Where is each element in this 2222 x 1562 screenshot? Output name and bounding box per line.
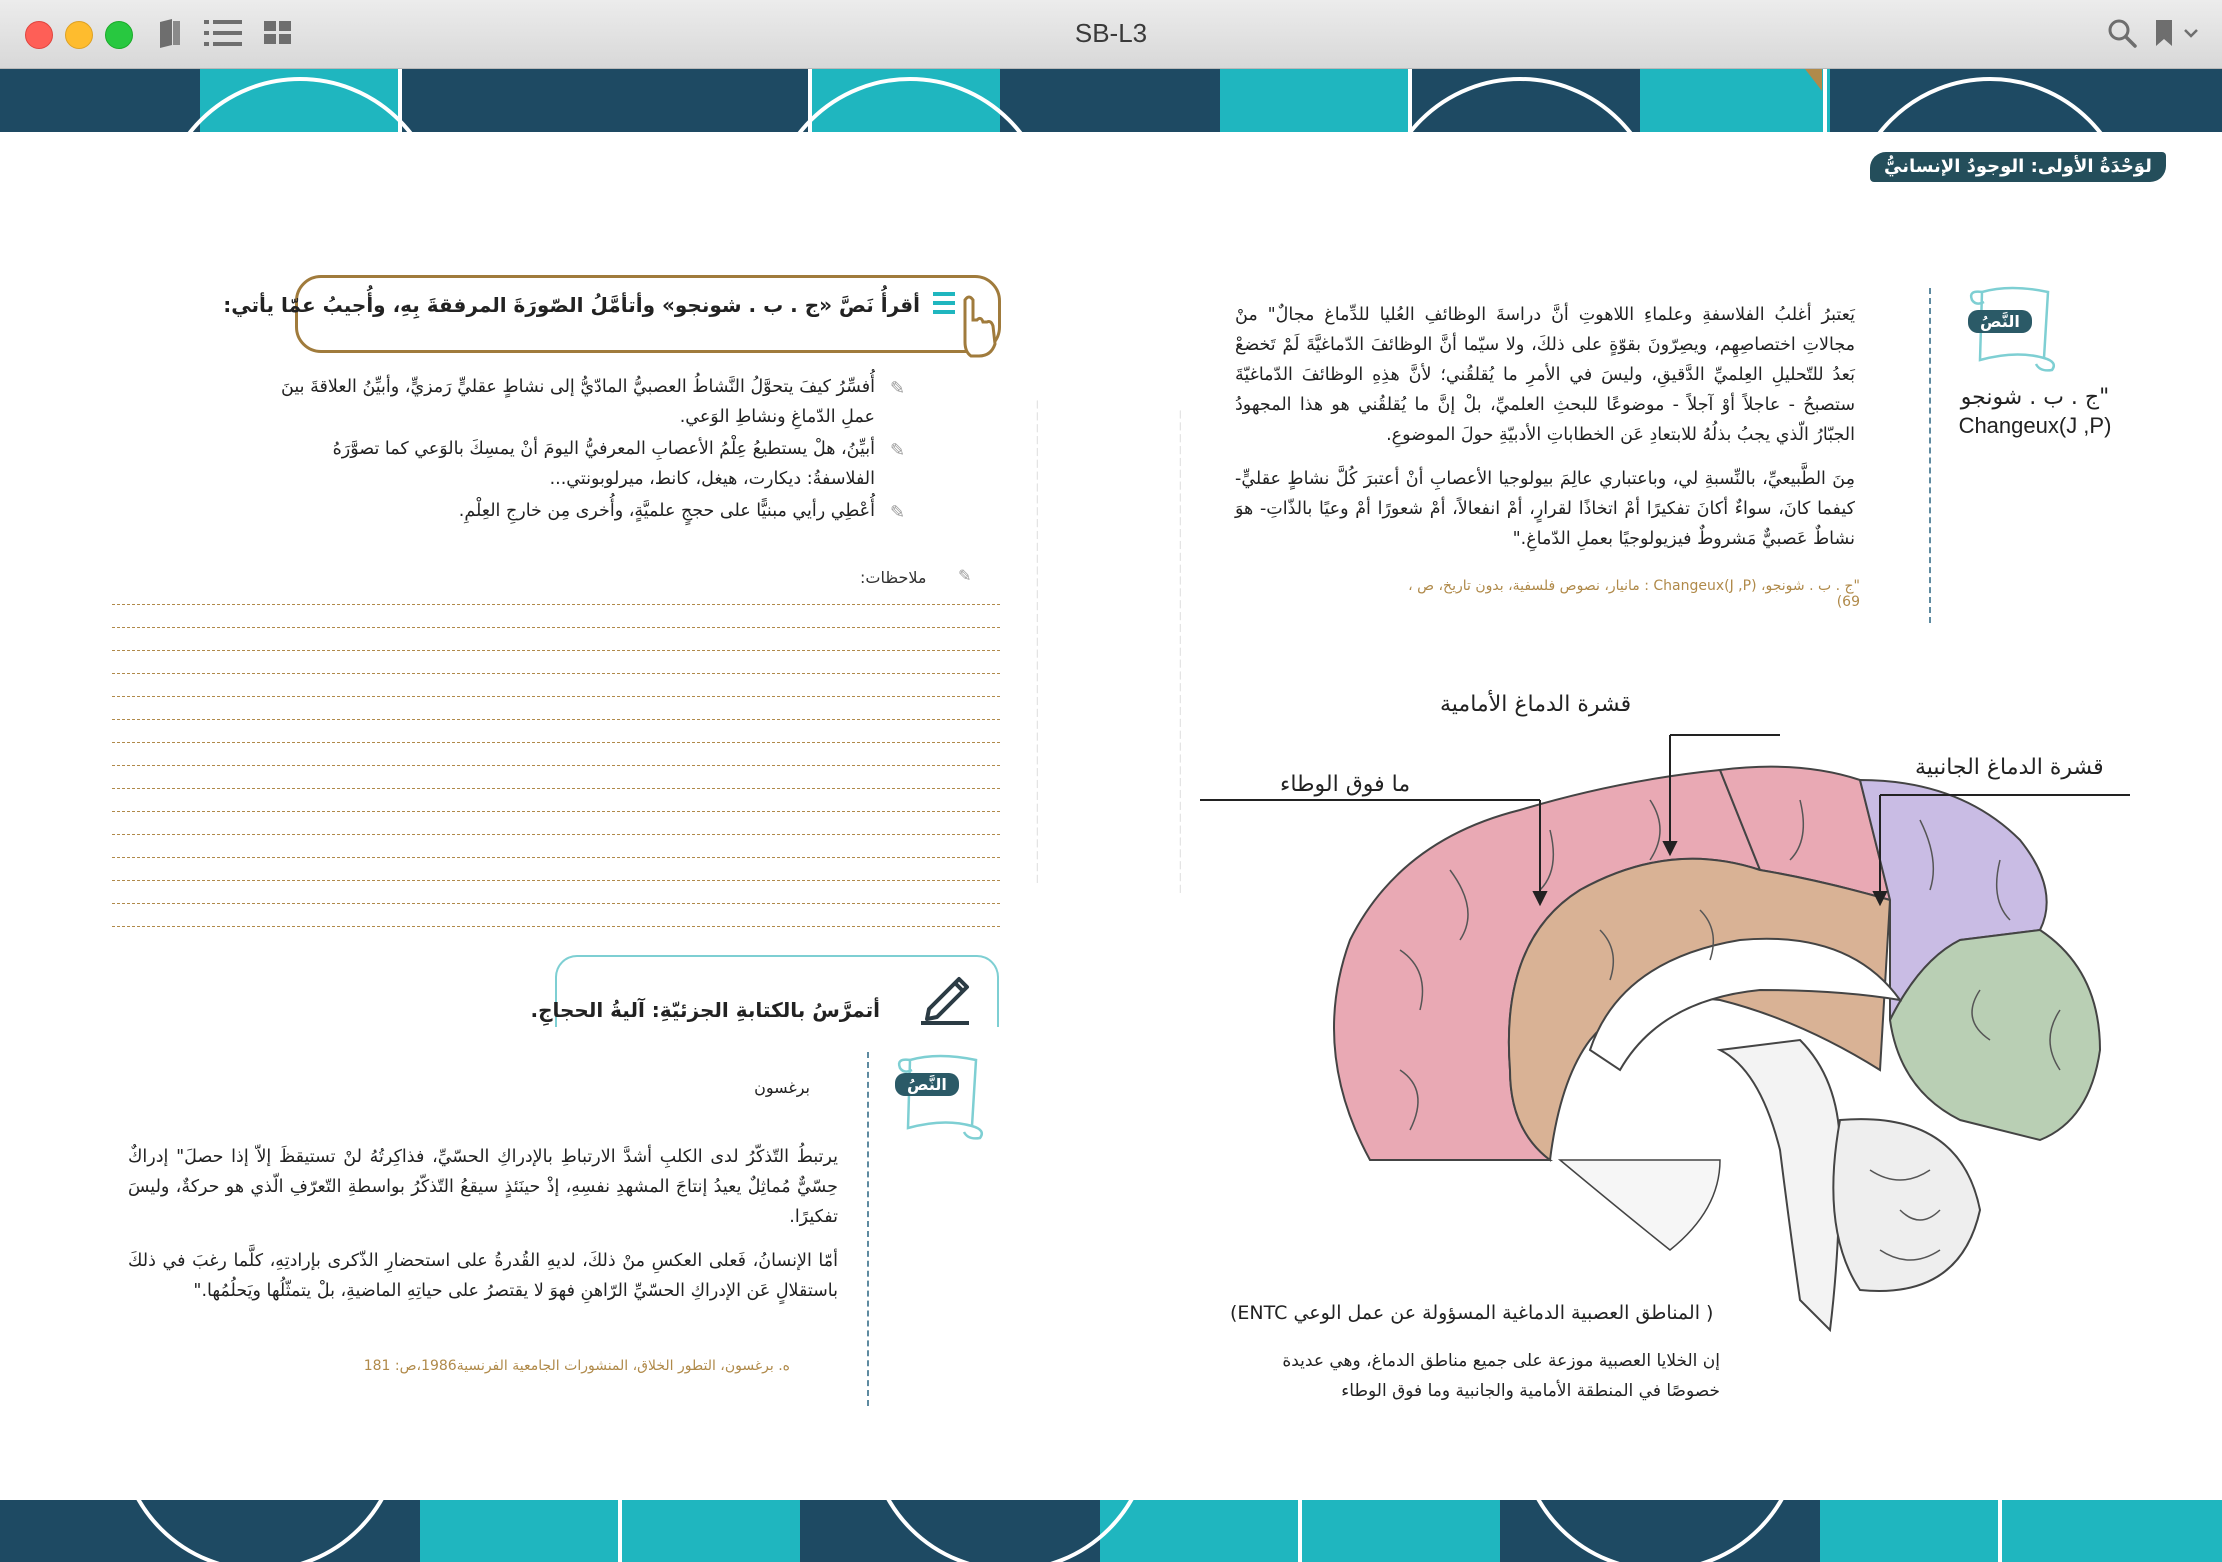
text-divider [867,1052,869,1406]
note-line [112,811,1000,812]
label-thalamus: ما فوق الوطاء [1280,772,1411,797]
note-line [112,857,1000,858]
footer-decorative-band [0,1500,2222,1562]
label-frontal-cortex: قشرة الدماغ الأمامية [1440,692,1632,717]
bookmark-icon[interactable] [2153,16,2175,50]
pen-icon [915,965,975,1025]
label-lateral-cortex: قشرة الدماغ الجانبية [1915,755,2104,780]
changeux-quote [1235,300,1855,568]
pencil-icon: ✎ [890,378,906,399]
question-2: أبيِّنُ، هلْ يستطيعُ عِلْمُ الأعصابِ المعرفيُّ اليومَ أنْ يمسِكَ بالوَعي كما تصوَّرَهُ الفلاسفةُ: ديكارت، هيغل، كانط، ميرلوبونتي... [332,439,875,489]
figure-caption-text: إن الخلايا العصبية موزعة على جميع مناطق الدماغ، وهي عديدة خصوصًا في المنطقة الأمامية والجانبية وما فوق الوطاء [1282,1351,1720,1401]
quote-paragraph: مِنَ الطَّبيعيِّ، بالنِّسبةِ لي، وباعتباري عالِمَ بيولوجيا الأعصابِ أنْ أعتبرَ كُلَّ نشاطٍ عقليٍّ- كيفما كانَ، سواءٌ أكانَ تفكيرًا أمْ اتخاذًا لقرارٍ، أمْ انفعالاً، أمْ شعورًا أمْ وعيًا بالذّاتِ- هوَ نشاطٌ عَصبيٌّ مَشروطٌ فيزيولوجيًا بعملِ الدّماغِ." [1235,469,1855,549]
pencil-icon: ✎ [890,502,906,523]
note-line [112,903,1000,904]
note-line [112,650,1000,651]
author-latin: Changeux(J ,P) [1958,413,2112,438]
quote-paragraph: يرتبطُ التّذكّرُ لدى الكلبِ أشدَّ الارتباطِ بالإدراكِ الحسّيِّ، فذاكِرتُهُ لنْ تستيقظَ إلاّ إذا حصلَ" إدراكٌ حِسّيٌّ مُماثِلٌ يعيدُ إنتاجَ المشهدِ نفسِهِ، إذْ حينَئذٍ سيقعُ التّذكّرُ بواسطةِ التّعرّفِ الّذي هو حركةٌ، وليسَ تفكيرًا. [128,1147,838,1227]
note-line [112,788,1000,789]
gutter-copyright: — — — — — — — — — — — — — — — — — — — — — — — — — — — — — — — — — — — — — — — — — [1175,410,1185,894]
note-line [112,719,1000,720]
bergson-quote [128,1142,838,1320]
note-line [112,696,1000,697]
unit-label: لوَحْدَةُ الأولى: الوجودُ الإنسانيُّ [1870,152,2166,182]
chevron-down-icon[interactable] [2182,16,2200,50]
bergson-source: ه. برغسون، التطور الخلاق، المنشورات الجامعية الفرنسية1986،ص: 181 [363,1358,790,1374]
note-line [112,926,1000,927]
author-name: برغسون [754,1078,810,1097]
figure-caption-title: ( المناطق العصبية الدماغية المسؤولة عن عمل الوعي ENTC) [1230,1302,1714,1324]
note-line [112,627,1000,628]
quote-source: "ج . ب . شونجو، Changeux(J ,P) : مانيار، نصوص فلسفية، بدون تاريخ، ص ، 69) [1408,578,1860,610]
quote-paragraph: يَعتبرُ أغلبُ الفلاسفةِ وعلماءِ اللاهوتِ أنَّ دراسةَ الوظائفِ العُليا للدِّماغ مجالٌ" منْ مجالاتِ اختصاصِهِم، ويصِرّونَ بقوّةٍ على ذلكَ، ولا سيّما أنَّ الوظائفَ الدّماغيَّةَ لَمْ تَخضعْ بَعدُ للتّحليلِ العِلميِّ الدَّقيقِ، وليسَ في الأمرِ ما يُقلقُني؛ لأنَّ هذِهِ الوظائفَ الدّماغيّةَ ستصبحُ - عاجلاً أوْ آجلاً - موضوعًا للبحثِ العلميِّ، بلْ إنَّ ما يُقلقُني هو هذا المجهودُ الجبّارُ الّذي يجبُ بذلُهُ للابتعادِ عَن الخطاباتِ الأدبيّةِ حولَ الموضوعِ. [1235,305,1855,445]
pencil-icon: ✎ [958,566,972,585]
nass-badge: النَّصُ [1968,310,2032,333]
question-1: أُفسِّرُ كيفَ يتحوَّلُ النَّشاطُ العصبيُّ المادّيُّ إلى نشاطٍ عقليٍّ رَمزيٍّ، وأبيِّنُ العلاقةَ بينَ عملِ الدّماغِ ونشاطِ الوَعي. [281,377,875,427]
hand-pointer-icon [925,280,1005,360]
note-line [112,604,1000,605]
note-line [112,673,1000,674]
writing-title: أتمرَّسُ بالكتابةِ الجزئيّةِ: آليةُ الحجاجِ. [530,998,880,1022]
window-titlebar [0,0,2222,69]
task-title: أقرأُ نَصَّ «ج . ب . شونجو» وأتأمَّلُ الصّورَةَ المرفقةَ بِهِ، وأُجيبُ عمّا يأتي: [223,293,920,317]
question-3: أُعْطِي رأيي مبنيًّا على حججٍ علميَّةٍ، وأُخرى مِن خارجِ العِلْمِ. [458,501,875,521]
window-title: SB-L3 [1074,18,1148,48]
quote-paragraph: أمّا الإنسانُ، فَعلى العكسِ منْ ذلكَ، لديهِ القُدرةُ على استحضارِ الذّكرى بإرادتِهِ، كلَّما رغبَ في ذلكَ باستقلالٍ عَن الإدراكِ الحسّيِّ الرّاهنِ فهوَ لا يقتصرُ على حياتِهِ الماضيةِ، بلْ يتمثّلُها ويَحلُمُها." [128,1251,838,1301]
text-divider [1929,288,1931,623]
note-line [112,742,1000,743]
note-line [112,834,1000,835]
notes-label: ملاحظات: [860,568,927,587]
nass-badge: النَّصُ [895,1073,959,1096]
note-line [112,765,1000,766]
author-arabic: "ج . ب . شونجو [1960,385,2110,410]
search-icon[interactable] [2105,16,2139,50]
pencil-icon: ✎ [890,440,906,461]
header-decorative-band [0,69,2222,132]
gutter-copyright: — — — — — — — — — — — — — — — — — — — — — — — — — — — — — — — — — — — — — — — — — [1032,400,1042,884]
note-line [112,880,1000,881]
